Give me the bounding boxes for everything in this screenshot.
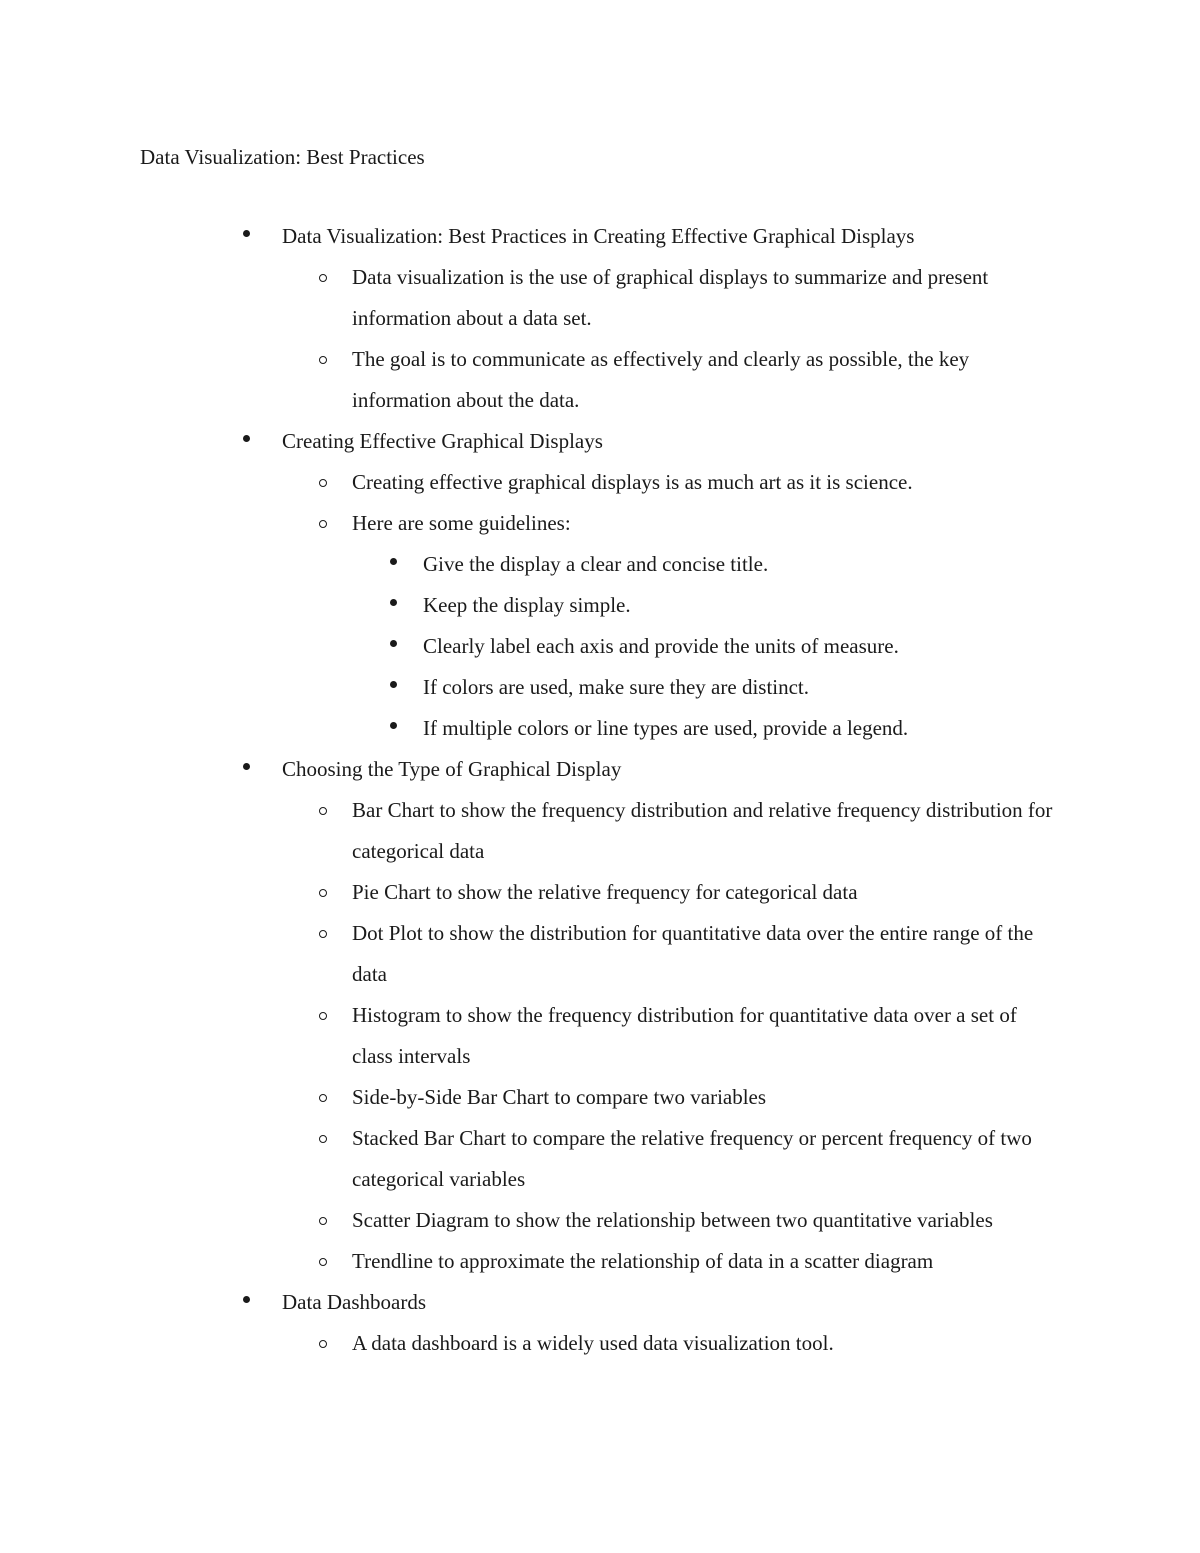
hollow-bullet-icon bbox=[319, 479, 327, 487]
guideline-text: Give the display a clear and concise title. bbox=[423, 552, 769, 576]
bullet-icon bbox=[390, 599, 397, 606]
list-item bbox=[282, 503, 1062, 749]
list-item bbox=[282, 1077, 1062, 1118]
list-item-text: Bar Chart to show the frequency distribution and relative frequency distribution for categorical data bbox=[352, 798, 1053, 863]
hollow-bullet-icon bbox=[319, 1258, 327, 1266]
guideline-text: Clearly label each axis and provide the units of measure. bbox=[423, 634, 899, 658]
bullet-icon bbox=[390, 681, 397, 688]
guideline-item bbox=[352, 667, 1063, 708]
section-sublist bbox=[282, 462, 1082, 749]
guideline-text: Keep the display simple. bbox=[423, 593, 631, 617]
list-item-text: Data visualization is the use of graphical displays to summarize and present information about a data set. bbox=[352, 265, 989, 330]
bullet-icon bbox=[390, 640, 397, 647]
guidelines-list bbox=[352, 544, 1062, 749]
list-item bbox=[282, 913, 1062, 995]
section-sublist bbox=[282, 790, 1082, 1282]
hollow-bullet-icon bbox=[319, 930, 327, 938]
section-heading: Creating Effective Graphical Displays bbox=[282, 429, 603, 453]
list-item-text: Stacked Bar Chart to compare the relative frequency or percent frequency of two categorical variables bbox=[352, 1126, 1032, 1191]
list-item bbox=[282, 1241, 1062, 1282]
section-item bbox=[0, 1282, 1082, 1364]
list-item-text: Here are some guidelines: bbox=[352, 511, 571, 535]
bullet-icon bbox=[243, 1296, 250, 1303]
list-item bbox=[282, 790, 1062, 872]
guideline-item bbox=[352, 585, 1063, 626]
section-sublist bbox=[282, 1323, 1082, 1364]
section-item bbox=[0, 216, 1082, 421]
section-heading: Choosing the Type of Graphical Display bbox=[282, 757, 622, 781]
bullet-icon bbox=[390, 558, 397, 565]
hollow-bullet-icon bbox=[319, 1217, 327, 1225]
guideline-text: If colors are used, make sure they are distinct. bbox=[423, 675, 810, 699]
list-item-text: Dot Plot to show the distribution for quantitative data over the entire range of the data bbox=[352, 921, 1034, 986]
guideline-item bbox=[352, 544, 1063, 585]
hollow-bullet-icon bbox=[319, 1094, 327, 1102]
list-item-text: A data dashboard is a widely used data visualization tool. bbox=[352, 1331, 834, 1355]
list-item bbox=[282, 339, 1062, 421]
hollow-bullet-icon bbox=[319, 1012, 327, 1020]
outline-list bbox=[0, 216, 1200, 1364]
list-item bbox=[282, 1118, 1062, 1200]
guideline-text: If multiple colors or line types are used, provide a legend. bbox=[423, 716, 909, 740]
hollow-bullet-icon bbox=[319, 356, 327, 364]
list-item-text: The goal is to communicate as effectively and clearly as possible, the key information about the data. bbox=[352, 347, 970, 412]
list-item-text: Creating effective graphical displays is as much art as it is science. bbox=[352, 470, 913, 494]
bullet-icon bbox=[390, 722, 397, 729]
section-heading: Data Dashboards bbox=[282, 1290, 427, 1314]
bullet-icon bbox=[243, 230, 250, 237]
list-item bbox=[282, 1323, 1062, 1364]
hollow-bullet-icon bbox=[319, 1135, 327, 1143]
list-item bbox=[282, 462, 1062, 503]
hollow-bullet-icon bbox=[319, 274, 327, 282]
hollow-bullet-icon bbox=[319, 889, 327, 897]
bullet-icon bbox=[243, 435, 250, 442]
guideline-item bbox=[352, 708, 1063, 749]
list-item-text: Histogram to show the frequency distribution for quantitative data over a set of class intervals bbox=[352, 1003, 1017, 1068]
list-item bbox=[282, 872, 1062, 913]
list-item-text: Scatter Diagram to show the relationship between two quantitative variables bbox=[352, 1208, 993, 1232]
hollow-bullet-icon bbox=[319, 807, 327, 815]
list-item bbox=[282, 995, 1062, 1077]
bullet-icon bbox=[243, 763, 250, 770]
list-item bbox=[282, 1200, 1062, 1241]
section-item bbox=[0, 749, 1082, 1282]
document-title: Data Visualization: Best Practices bbox=[140, 145, 425, 169]
list-item bbox=[282, 257, 1062, 339]
section-sublist bbox=[282, 257, 1082, 421]
list-item-text: Trendline to approximate the relationship of data in a scatter diagram bbox=[352, 1249, 934, 1273]
guideline-item bbox=[352, 626, 1063, 667]
section-item bbox=[0, 421, 1082, 749]
hollow-bullet-icon bbox=[319, 1340, 327, 1348]
list-item-text: Pie Chart to show the relative frequency for categorical data bbox=[352, 880, 858, 904]
list-item-text: Side-by-Side Bar Chart to compare two variables bbox=[352, 1085, 767, 1109]
hollow-bullet-icon bbox=[319, 520, 327, 528]
section-heading: Data Visualization: Best Practices in Creating Effective Graphical Displays bbox=[282, 224, 915, 248]
